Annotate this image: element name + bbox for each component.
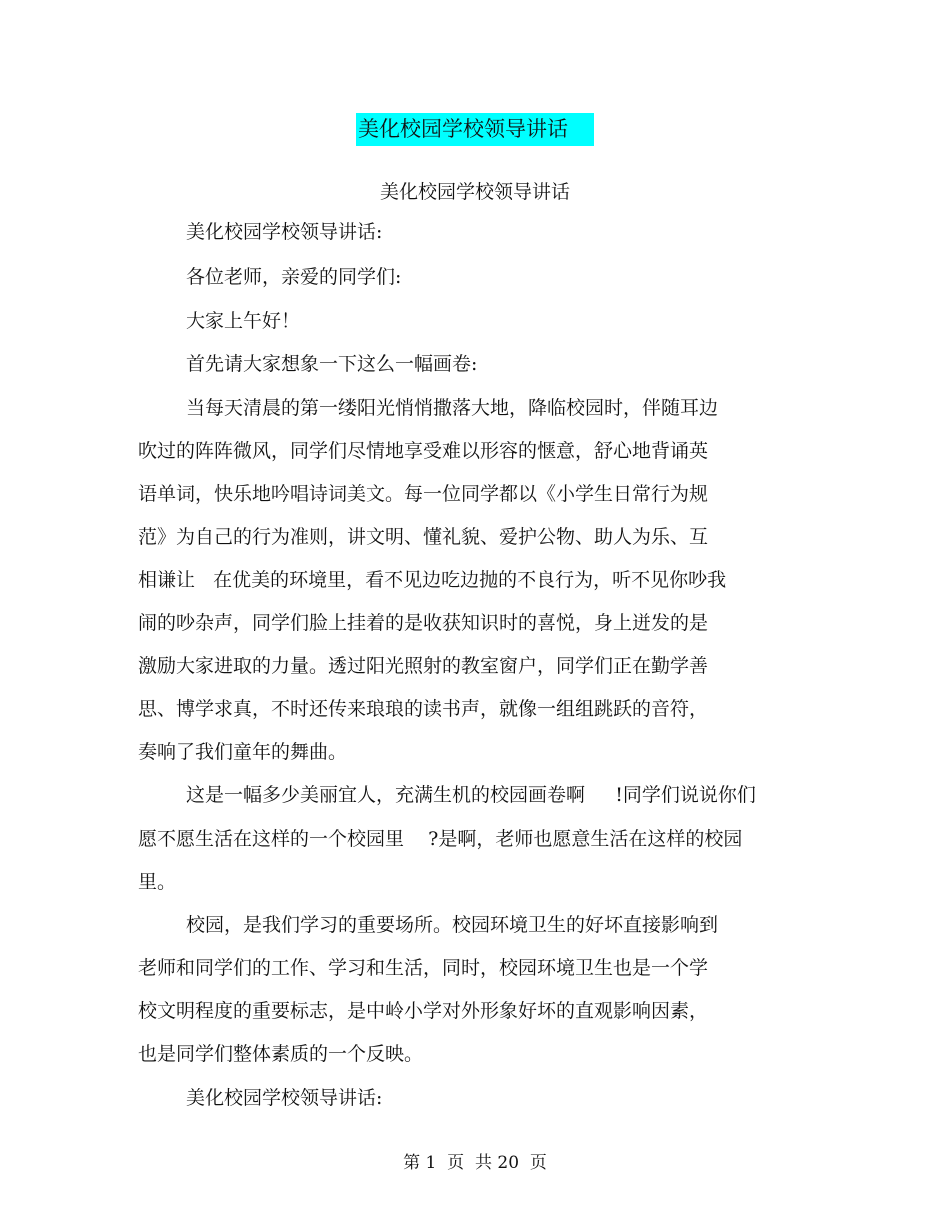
text-line: 语单词，快乐地吟唱诗词美文。每一位同学都以《小学生日常行为规: [138, 483, 709, 505]
text-line: 美化校园学校领导讲话:: [186, 1087, 383, 1109]
text-line: 各位老师，亲爱的同学们:: [186, 266, 402, 288]
text-line: 奏响了我们童年的舞曲。: [138, 741, 348, 763]
text-line: 闹的吵杂声，同学们脸上挂着的是收获知识时的喜悦，身上迸发的是: [138, 612, 709, 634]
text-line: 思、博学求真，不时还传来琅琅的读书声，就像一组组跳跃的音符，: [138, 698, 709, 720]
text-line: 也是同学们整体素质的一个反映。: [138, 1043, 424, 1065]
text-line: 美化校园学校领导讲话:: [186, 221, 383, 243]
text-line: 愿不愿生活在这样的一个校园里 ?是啊，老师也愿意生活在这样的校园: [138, 828, 743, 850]
text-line: 首先请大家想象一下这么一幅画卷:: [186, 353, 478, 375]
text-line: 这是一幅多少美丽宜人，充满生机的校园画卷啊 !同学们说说你们: [186, 784, 756, 806]
text-line: 大家上午好！: [186, 310, 301, 332]
text-line: 校园，是我们学习的重要场所。校园环境卫生的好坏直接影响到: [186, 914, 719, 936]
text-line: 吹过的阵阵微风，同学们尽情地享受难以形容的惬意，舒心地背诵英: [138, 440, 709, 462]
text-line: 老师和同学们的工作、学习和生活，同时，校园环境卫生也是一个学: [138, 957, 709, 979]
text-line: 当每天清晨的第一缕阳光悄悄撒落大地，降临校园时，伴随耳边: [186, 397, 719, 419]
heading-wrap: [0, 113, 950, 146]
text-line: 相谦让 在优美的环境里，看不见边吃边抛的不良行为，听不见你吵我: [138, 569, 727, 591]
page-footer: 第 1 页 共 20 页: [403, 1153, 547, 1173]
text-line: 激励大家进取的力量。透过阳光照射的教室窗户，同学们正在勤学善: [138, 655, 709, 677]
document-subtitle: 美化校园学校领导讲话: [379, 181, 570, 203]
text-line: 范》为自己的行为准则，讲文明、懂礼貌、爱护公物、助人为乐、互: [138, 526, 709, 548]
document-heading: 美化校园学校领导讲话: [356, 113, 594, 146]
text-line: 校文明程度的重要标志，是中岭小学对外形象好坏的直观影响因素，: [138, 1000, 709, 1022]
text-line: 里。: [138, 871, 177, 893]
